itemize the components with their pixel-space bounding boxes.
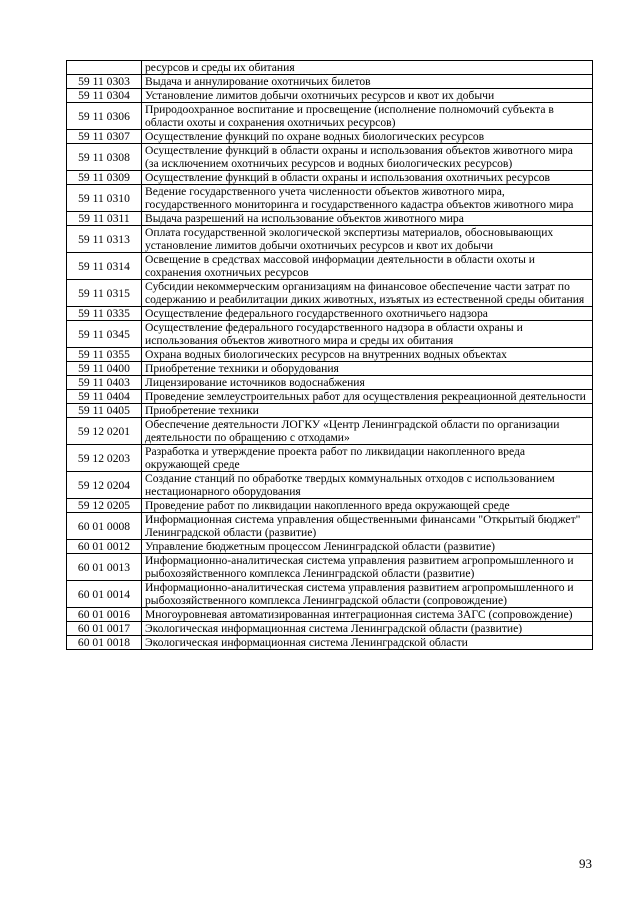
row-code: 59 11 0310 — [67, 185, 142, 212]
row-description: Информационно-аналитическая система управления развитием агропромышленного и рыбохозяйственного комплекса Ленинградской области (развитие) — [142, 554, 593, 581]
table-row — [67, 513, 593, 540]
table-row — [67, 185, 593, 212]
row-code: 60 01 0016 — [67, 608, 142, 622]
table-row — [67, 608, 593, 622]
row-description: Информационно-аналитическая система управления развитием агропромышленного и рыбохозяйственного комплекса Ленинградской области (сопровождение) — [142, 581, 593, 608]
row-code: 59 12 0203 — [67, 445, 142, 472]
table-row — [67, 540, 593, 554]
table-row — [67, 390, 593, 404]
row-description: Установление лимитов добычи охотничьих ресурсов и квот их добычи — [142, 89, 593, 103]
row-code: 59 11 0405 — [67, 404, 142, 418]
table-row — [67, 307, 593, 321]
row-code: 59 11 0355 — [67, 348, 142, 362]
row-code: 59 11 0335 — [67, 307, 142, 321]
row-code: 60 01 0017 — [67, 622, 142, 636]
table-row — [67, 212, 593, 226]
row-code: 59 12 0201 — [67, 418, 142, 445]
table-row — [67, 404, 593, 418]
row-description: Субсидии некоммерческим организациям на финансовое обеспечение части затрат по содержанию и реабилитации диких животных, изъятых из естественной среды обитания — [142, 280, 593, 307]
row-code: 59 11 0315 — [67, 280, 142, 307]
row-description: Освещение в средствах массовой информации деятельности в области охоты и сохранения охотничьих ресурсов — [142, 253, 593, 280]
table-row — [67, 226, 593, 253]
row-description: Осуществление федерального государственного надзора в области охраны и использования объектов животного мира и среды их обитания — [142, 321, 593, 348]
table-row — [67, 445, 593, 472]
table-row — [67, 499, 593, 513]
table-row — [67, 636, 593, 650]
row-description: Обеспечение деятельности ЛОГКУ «Центр Ленинградской области по организации деятельности по обращению с отходами» — [142, 418, 593, 445]
row-description: Осуществление функций в области охраны и использования объектов животного мира (за исключением охотничьих ресурсов и водных биологических ресурсов) — [142, 144, 593, 171]
table-row — [67, 376, 593, 390]
row-code: 60 01 0013 — [67, 554, 142, 581]
table-row — [67, 581, 593, 608]
row-code: 59 11 0307 — [67, 130, 142, 144]
row-code: 60 01 0012 — [67, 540, 142, 554]
row-description: Экологическая информационная система Ленинградской области (развитие) — [142, 622, 593, 636]
budget-codes-table — [66, 60, 593, 650]
row-code — [67, 61, 142, 75]
row-code: 59 11 0314 — [67, 253, 142, 280]
row-description: ресурсов и среды их обитания — [142, 61, 593, 75]
table-row — [67, 75, 593, 89]
row-code: 59 11 0404 — [67, 390, 142, 404]
row-code: 59 11 0345 — [67, 321, 142, 348]
row-description: Осуществление федерального государственного охотничьего надзора — [142, 307, 593, 321]
row-description: Приобретение техники и оборудования — [142, 362, 593, 376]
table-row — [67, 321, 593, 348]
table-row — [67, 554, 593, 581]
table-body — [67, 61, 593, 650]
table-row — [67, 61, 593, 75]
row-description: Оплата государственной экологической экспертизы материалов, обосновывающих установление лимитов добычи охотничьих ресурсов и квот их добычи — [142, 226, 593, 253]
row-description: Управление бюджетным процессом Ленинградской области (развитие) — [142, 540, 593, 554]
row-description: Многоуровневая автоматизированная интеграционная система ЗАГС (сопровождение) — [142, 608, 593, 622]
row-code: 59 11 0304 — [67, 89, 142, 103]
row-description: Выдача и аннулирование охотничьих билетов — [142, 75, 593, 89]
row-code: 60 01 0018 — [67, 636, 142, 650]
table-row — [67, 362, 593, 376]
table-row — [67, 348, 593, 362]
row-code: 59 11 0303 — [67, 75, 142, 89]
page-number: 93 — [579, 856, 592, 871]
row-code: 59 11 0403 — [67, 376, 142, 390]
row-code: 59 12 0205 — [67, 499, 142, 513]
row-code: 59 12 0204 — [67, 472, 142, 499]
row-description: Разработка и утверждение проекта работ по ликвидации накопленного вреда окружающей среде — [142, 445, 593, 472]
row-description: Создание станций по обработке твердых коммунальных отходов с использованием нестационарного оборудования — [142, 472, 593, 499]
row-code: 59 11 0400 — [67, 362, 142, 376]
row-description: Ведение государственного учета численности объектов животного мира, государственного мониторинга и государственного кадастра объектов животного мира — [142, 185, 593, 212]
row-description: Охрана водных биологических ресурсов на внутренних водных объектах — [142, 348, 593, 362]
row-description: Природоохранное воспитание и просвещение (исполнение полномочий субъекта в области охоты и сохранения охотничьих ресурсов) — [142, 103, 593, 130]
table-row — [67, 144, 593, 171]
row-code: 59 11 0308 — [67, 144, 142, 171]
row-description: Информационная система управления общественными финансами "Открытый бюджет" Ленинградской области (развитие) — [142, 513, 593, 540]
table-row — [67, 171, 593, 185]
row-code: 59 11 0313 — [67, 226, 142, 253]
row-description: Осуществление функций по охране водных биологических ресурсов — [142, 130, 593, 144]
row-code: 59 11 0311 — [67, 212, 142, 226]
row-description: Лицензирование источников водоснабжения — [142, 376, 593, 390]
table-row — [67, 472, 593, 499]
row-description: Экологическая информационная система Ленинградской области — [142, 636, 593, 650]
row-description: Осуществление функций в области охраны и использования охотничьих ресурсов — [142, 171, 593, 185]
table-row — [67, 253, 593, 280]
row-description: Приобретение техники — [142, 404, 593, 418]
table-row — [67, 130, 593, 144]
row-description: Выдача разрешений на использование объектов животного мира — [142, 212, 593, 226]
row-code: 60 01 0014 — [67, 581, 142, 608]
row-description: Проведение землеустроительных работ для осуществления рекреационной деятельности — [142, 390, 593, 404]
document-page — [66, 60, 592, 650]
table-row — [67, 622, 593, 636]
table-row — [67, 103, 593, 130]
row-code: 60 01 0008 — [67, 513, 142, 540]
table-row — [67, 89, 593, 103]
row-code: 59 11 0309 — [67, 171, 142, 185]
table-row — [67, 418, 593, 445]
row-description: Проведение работ по ликвидации накопленного вреда окружающей среде — [142, 499, 593, 513]
row-code: 59 11 0306 — [67, 103, 142, 130]
table-row — [67, 280, 593, 307]
